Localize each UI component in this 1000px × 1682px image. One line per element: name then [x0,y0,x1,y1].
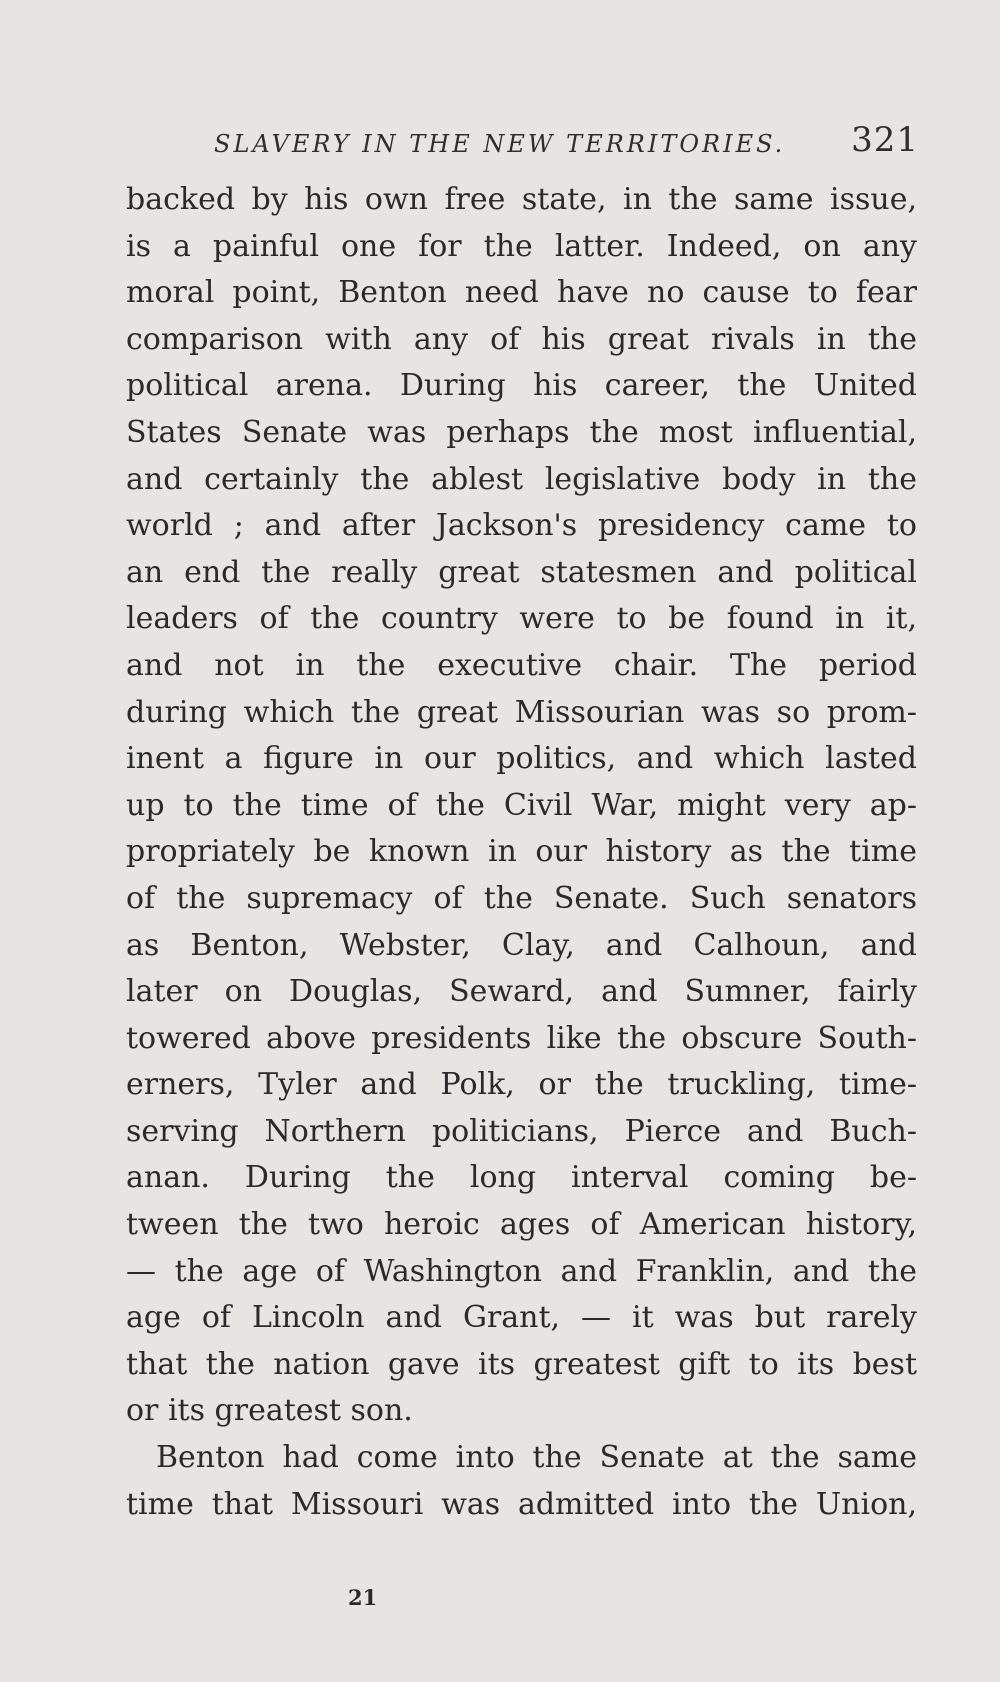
text-line: world ; and after Jackson's presidency came to [126,508,917,544]
body-text [126,177,917,1528]
text-line: an end the really great statesmen and political [126,554,917,590]
text-line: and certainly the ablest legislative body in the [126,461,917,497]
text-line: towered above presidents like the obscure South- [126,1020,917,1056]
running-head [214,120,919,164]
text-line: backed by his own free state, in the same issue, [126,182,917,217]
text-line: propriately be known in our history as the time [126,834,917,870]
text-line: anan. During the long interval coming be- [126,1160,917,1196]
text-line: leaders of the country were to be found in it, [126,601,917,637]
text-line: later on Douglas, Seward, and Sumner, fairly [126,974,917,1010]
page-number: 321 [851,120,919,160]
text-line: serving Northern politicians, Pierce and Buch- [126,1113,917,1149]
text-line: of the supremacy of the Senate. Such senators [126,880,917,916]
text-line: during which the great Missourian was so prom- [126,694,917,730]
text-line: comparison with any of his great rivals in the [126,321,917,357]
text-line: political arena. During his career, the United [126,368,917,404]
text-line: up to the time of the Civil War, might very ap- [126,787,917,823]
text-line: — the age of Washington and Franklin, and the [126,1253,917,1289]
text-line: States Senate was perhaps the most influential, [126,414,917,450]
text-line: and not in the executive chair. The period [126,647,917,683]
running-title: SLAVERY IN THE NEW TERRITORIES. [214,130,786,158]
text-line: or its greatest son. [126,1393,413,1429]
text-line: that the nation gave its greatest gift to its best [126,1346,917,1382]
signature-mark: 21 [348,1585,378,1610]
text-line: moral point, Benton need have no cause to fear [126,275,917,311]
text-line: time that Missouri was admitted into the Union, [126,1486,917,1522]
text-line: erners, Tyler and Polk, or the truckling, time- [126,1067,917,1103]
text-line: tween the two heroic ages of American history, [126,1207,917,1243]
text-line: Benton had come into the Senate at the same [156,1440,917,1476]
text-line: age of Lincoln and Grant, — it was but rarely [126,1300,917,1336]
text-line: inent a figure in our politics, and which lasted [126,741,917,777]
text-line: is a painful one for the latter. Indeed, on any [126,228,917,264]
text-line: as Benton, Webster, Clay, and Calhoun, and [126,927,917,963]
